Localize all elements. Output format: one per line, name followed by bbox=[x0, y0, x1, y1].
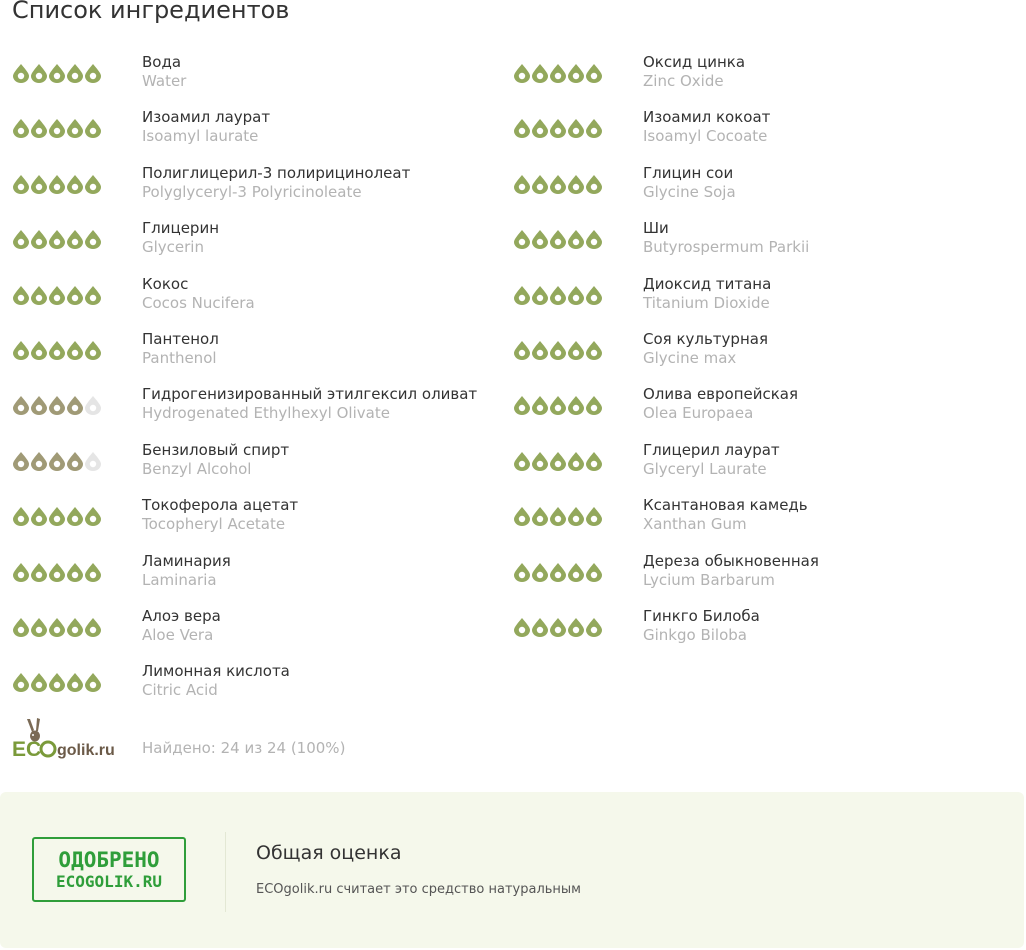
droplet-icon bbox=[13, 286, 29, 305]
ingredient-name-ru[interactable]: Пантенол bbox=[142, 329, 219, 348]
ingredient-rating bbox=[513, 283, 603, 303]
ingredient-row[interactable] bbox=[12, 607, 512, 662]
droplet-icon bbox=[532, 507, 548, 526]
droplet-icon bbox=[49, 175, 65, 194]
droplet-icon bbox=[568, 618, 584, 637]
droplet-icon bbox=[568, 396, 584, 415]
rating-droplets-icon bbox=[513, 227, 603, 249]
rating-droplets-icon bbox=[513, 615, 603, 637]
rating-droplets-icon bbox=[513, 504, 603, 526]
droplet-icon bbox=[13, 175, 29, 194]
ingredient-row[interactable] bbox=[513, 330, 1013, 385]
droplet-icon bbox=[586, 64, 602, 83]
ingredient-row[interactable] bbox=[513, 441, 1013, 496]
ingredient-name-ru[interactable]: Токоферола ацетат bbox=[142, 496, 299, 515]
droplet-icon bbox=[31, 119, 47, 138]
droplet-icon bbox=[85, 286, 101, 305]
ingredient-name-ru[interactable]: Диоксид титана bbox=[643, 274, 772, 293]
droplet-icon bbox=[31, 341, 47, 360]
droplet-icon bbox=[514, 119, 530, 138]
ingredient-row[interactable] bbox=[12, 219, 512, 274]
ingredient-rating bbox=[513, 61, 603, 81]
ingredient-names bbox=[643, 53, 745, 91]
droplet-icon bbox=[13, 563, 29, 582]
droplet-icon bbox=[13, 341, 29, 360]
ingredient-name-ru[interactable]: Лимонная кислота bbox=[142, 662, 290, 681]
droplet-icon bbox=[31, 64, 47, 83]
ingredient-name-en: Glycerin bbox=[142, 238, 204, 257]
ingredient-name-en: Titanium Dioxide bbox=[643, 293, 770, 312]
ingredient-name-ru[interactable]: Изоамил лаурат bbox=[142, 108, 271, 127]
ingredient-rating bbox=[12, 227, 102, 247]
droplet-icon bbox=[532, 119, 548, 138]
droplet-icon bbox=[568, 230, 584, 249]
droplet-icon bbox=[532, 396, 548, 415]
droplet-icon bbox=[514, 396, 530, 415]
droplet-icon bbox=[568, 507, 584, 526]
ingredient-row[interactable] bbox=[513, 496, 1013, 551]
droplet-icon bbox=[67, 673, 83, 692]
ingredient-rating bbox=[12, 338, 102, 358]
droplet-icon bbox=[31, 175, 47, 194]
ingredients-column-right bbox=[513, 53, 1013, 662]
droplet-icon bbox=[514, 230, 530, 249]
droplet-icon bbox=[85, 396, 101, 415]
droplet-icon bbox=[586, 618, 602, 637]
ingredient-rating bbox=[12, 393, 102, 413]
ingredient-rating bbox=[513, 504, 603, 524]
droplet-icon bbox=[13, 618, 29, 637]
ingredient-rating bbox=[513, 615, 603, 635]
droplet-icon bbox=[586, 396, 602, 415]
ingredient-name-en: Laminaria bbox=[142, 570, 217, 589]
ecogolik-logo-icon bbox=[12, 716, 124, 764]
droplet-icon bbox=[586, 286, 602, 305]
droplet-icon bbox=[568, 563, 584, 582]
droplet-icon bbox=[550, 175, 566, 194]
ingredient-name-ru[interactable]: Вода bbox=[142, 53, 182, 71]
droplet-icon bbox=[514, 452, 530, 471]
droplet-icon bbox=[49, 119, 65, 138]
droplet-icon bbox=[13, 230, 29, 249]
svg-text:EC: EC bbox=[12, 738, 42, 761]
ingredient-name-en: Xanthan Gum bbox=[643, 515, 747, 534]
ingredient-rating bbox=[12, 670, 102, 690]
ingredient-rating bbox=[513, 393, 603, 413]
droplet-icon bbox=[532, 175, 548, 194]
ingredient-names bbox=[643, 164, 736, 202]
droplet-icon bbox=[49, 673, 65, 692]
rating-droplets-icon bbox=[513, 172, 603, 194]
ingredient-row[interactable] bbox=[513, 552, 1013, 607]
rating-droplets-icon bbox=[513, 283, 603, 305]
droplet-icon bbox=[67, 175, 83, 194]
ingredient-row[interactable] bbox=[12, 552, 512, 607]
ingredient-name-en: Tocopheryl Acetate bbox=[142, 515, 286, 534]
ingredient-rating bbox=[12, 615, 102, 635]
ingredient-name-ru[interactable]: Ши bbox=[643, 219, 669, 238]
droplet-icon bbox=[85, 618, 101, 637]
ingredient-names bbox=[643, 219, 809, 257]
ingredient-name-ru[interactable]: Оксид цинка bbox=[643, 53, 746, 71]
ecogolik-logo[interactable] bbox=[12, 716, 124, 764]
droplet-icon bbox=[85, 673, 101, 692]
droplet-icon bbox=[85, 452, 101, 471]
ingredient-row[interactable] bbox=[513, 275, 1013, 330]
droplet-icon bbox=[586, 175, 602, 194]
ingredient-name-ru[interactable]: Соя культурная bbox=[643, 329, 768, 348]
ingredient-rating bbox=[513, 449, 603, 469]
ingredient-names bbox=[643, 496, 808, 534]
ingredient-names bbox=[643, 552, 819, 590]
ingredient-names bbox=[142, 662, 290, 700]
ingredient-row[interactable] bbox=[513, 53, 1013, 108]
droplet-icon bbox=[85, 341, 101, 360]
ingredient-names bbox=[643, 385, 798, 423]
droplet-icon bbox=[550, 618, 566, 637]
ingredient-row[interactable] bbox=[12, 385, 512, 440]
droplet-icon bbox=[67, 119, 83, 138]
ingredient-name-en: Butyrospermum Parkii bbox=[643, 238, 810, 257]
droplet-icon bbox=[550, 286, 566, 305]
ingredient-name-en: Isoamyl Cocoate bbox=[643, 127, 768, 146]
ingredient-names bbox=[142, 441, 289, 479]
ingredient-name-en: Lycium Barbarum bbox=[643, 570, 775, 589]
rating-droplets-icon bbox=[12, 449, 102, 471]
approved-stamp bbox=[32, 837, 186, 902]
assessment-title: Общая оценка bbox=[256, 842, 402, 864]
droplet-icon bbox=[514, 507, 530, 526]
droplet-icon bbox=[13, 64, 29, 83]
stamp-line-2: ECOGOLIK.RU bbox=[56, 871, 162, 891]
ingredient-rating bbox=[12, 172, 102, 192]
droplet-icon bbox=[550, 452, 566, 471]
ingredient-names bbox=[142, 552, 231, 590]
droplet-icon bbox=[550, 119, 566, 138]
ingredient-rating bbox=[12, 449, 102, 469]
droplet-icon bbox=[49, 230, 65, 249]
droplet-icon bbox=[586, 507, 602, 526]
droplet-icon bbox=[550, 64, 566, 83]
ingredient-names bbox=[142, 607, 221, 645]
rating-droplets-icon bbox=[12, 338, 102, 360]
droplet-icon bbox=[586, 452, 602, 471]
rating-droplets-icon bbox=[12, 504, 102, 526]
overall-assessment-panel bbox=[0, 792, 1024, 948]
droplet-icon bbox=[532, 563, 548, 582]
ingredient-name-ru[interactable]: Полиглицерил-3 полирицинолеат bbox=[142, 163, 411, 182]
rating-droplets-icon bbox=[12, 615, 102, 637]
droplet-icon bbox=[67, 452, 83, 471]
rating-droplets-icon bbox=[12, 116, 102, 138]
droplet-icon bbox=[67, 64, 83, 83]
droplet-icon bbox=[49, 618, 65, 637]
ingredient-rating bbox=[513, 227, 603, 247]
droplet-icon bbox=[13, 507, 29, 526]
droplet-icon bbox=[532, 341, 548, 360]
assessment-text: ECOgolik.ru считает это средство натуральным bbox=[256, 882, 581, 897]
droplet-icon bbox=[67, 286, 83, 305]
droplet-icon bbox=[550, 396, 566, 415]
droplet-icon bbox=[13, 119, 29, 138]
droplet-icon bbox=[532, 230, 548, 249]
ingredient-row[interactable] bbox=[513, 108, 1013, 163]
droplet-icon bbox=[586, 341, 602, 360]
droplet-icon bbox=[514, 286, 530, 305]
ingredient-name-en: Polyglyceryl-3 Polyricinoleate bbox=[142, 182, 362, 201]
rating-droplets-icon bbox=[12, 283, 102, 305]
ingredient-name-ru[interactable]: Гидрогенизированный этилгексил оливат bbox=[142, 385, 478, 404]
droplet-icon bbox=[532, 452, 548, 471]
rating-droplets-icon bbox=[12, 227, 102, 249]
ingredient-name-ru[interactable]: Кокос bbox=[142, 274, 189, 293]
droplet-icon bbox=[568, 64, 584, 83]
droplet-icon bbox=[568, 119, 584, 138]
droplet-icon bbox=[67, 618, 83, 637]
ingredient-rating bbox=[12, 116, 102, 136]
ingredient-names bbox=[142, 385, 477, 423]
ingredient-name-en: Glyceryl Laurate bbox=[643, 459, 767, 478]
ingredient-row[interactable] bbox=[513, 164, 1013, 219]
droplet-icon bbox=[514, 175, 530, 194]
ingredient-name-ru[interactable]: Глицин сои bbox=[643, 163, 734, 182]
ingredient-row[interactable] bbox=[12, 662, 512, 717]
droplet-icon bbox=[550, 507, 566, 526]
droplet-icon bbox=[49, 507, 65, 526]
ingredient-name-en: Olea Europaea bbox=[643, 404, 754, 423]
droplet-icon bbox=[31, 618, 47, 637]
ingredient-names bbox=[643, 330, 768, 368]
ingredient-rating bbox=[513, 338, 603, 358]
ingredient-row[interactable] bbox=[513, 219, 1013, 274]
ingredient-row[interactable] bbox=[12, 330, 512, 385]
droplet-icon bbox=[67, 507, 83, 526]
rating-droplets-icon bbox=[12, 393, 102, 415]
ingredient-row[interactable] bbox=[12, 275, 512, 330]
rating-droplets-icon bbox=[513, 116, 603, 138]
ingredient-name-en: Citric Acid bbox=[142, 681, 218, 700]
droplet-icon bbox=[568, 175, 584, 194]
ingredient-names bbox=[643, 607, 760, 645]
ingredient-names bbox=[142, 53, 186, 91]
droplet-icon bbox=[49, 286, 65, 305]
found-count: Найдено: 24 из 24 (100%) bbox=[142, 739, 346, 757]
droplet-icon bbox=[49, 563, 65, 582]
droplet-icon bbox=[31, 230, 47, 249]
ingredient-rating bbox=[513, 560, 603, 580]
droplet-icon bbox=[568, 341, 584, 360]
ingredient-rating bbox=[513, 172, 603, 192]
ingredient-name-en: Glycine max bbox=[643, 348, 737, 367]
ingredient-name-ru[interactable]: Гинкго Билоба bbox=[643, 606, 760, 625]
ingredient-row[interactable] bbox=[12, 53, 512, 108]
droplet-icon bbox=[550, 230, 566, 249]
droplet-icon bbox=[514, 341, 530, 360]
droplet-icon bbox=[31, 286, 47, 305]
droplet-icon bbox=[67, 341, 83, 360]
ingredient-row[interactable] bbox=[12, 441, 512, 496]
ingredient-rating bbox=[12, 61, 102, 81]
ingredient-rating bbox=[12, 283, 102, 303]
ingredient-names bbox=[142, 330, 219, 368]
ingredient-names bbox=[142, 108, 270, 146]
droplet-icon bbox=[568, 286, 584, 305]
ingredient-names bbox=[643, 441, 780, 479]
rating-droplets-icon bbox=[12, 670, 102, 692]
ingredient-name-ru[interactable]: Ксантановая камедь bbox=[643, 496, 808, 515]
ingredient-name-ru[interactable]: Дереза обыкновенная bbox=[643, 551, 819, 570]
droplet-icon bbox=[532, 64, 548, 83]
ingredient-name-ru[interactable]: Ламинария bbox=[142, 551, 231, 570]
ingredient-name-ru[interactable]: Алоэ вера bbox=[142, 606, 221, 625]
ingredient-row[interactable] bbox=[12, 108, 512, 163]
droplet-icon bbox=[85, 119, 101, 138]
rating-droplets-icon bbox=[513, 560, 603, 582]
droplet-icon bbox=[13, 396, 29, 415]
ingredient-name-ru[interactable]: Бензиловый спирт bbox=[142, 440, 290, 459]
page-title: Список ингредиентов bbox=[12, 0, 290, 24]
droplet-icon bbox=[586, 230, 602, 249]
droplet-icon bbox=[514, 64, 530, 83]
rating-droplets-icon bbox=[513, 338, 603, 360]
droplet-icon bbox=[49, 64, 65, 83]
ingredient-rating bbox=[513, 116, 603, 136]
ingredient-name-en: Hydrogenated Ethylhexyl Olivate bbox=[142, 404, 390, 423]
ingredient-name-ru[interactable]: Глицерил лаурат bbox=[643, 440, 780, 459]
ingredient-name-en: Zinc Oxide bbox=[643, 72, 724, 90]
droplet-icon bbox=[31, 396, 47, 415]
droplet-icon bbox=[13, 452, 29, 471]
ingredients-column-left bbox=[12, 53, 512, 718]
droplet-icon bbox=[49, 341, 65, 360]
droplet-icon bbox=[85, 507, 101, 526]
droplet-icon bbox=[31, 563, 47, 582]
ingredient-row[interactable] bbox=[513, 607, 1013, 662]
ingredient-names bbox=[643, 108, 770, 146]
ingredient-name-en: Water bbox=[142, 72, 187, 90]
ingredient-row[interactable] bbox=[12, 496, 512, 551]
ingredient-names bbox=[643, 275, 771, 313]
ingredient-name-en: Benzyl Alcohol bbox=[142, 459, 252, 478]
ingredient-rating bbox=[12, 560, 102, 580]
rating-droplets-icon bbox=[12, 61, 102, 83]
droplet-icon bbox=[85, 563, 101, 582]
ingredient-name-ru[interactable]: Изоамил кокоат bbox=[643, 108, 771, 127]
rating-droplets-icon bbox=[12, 560, 102, 582]
ingredient-row[interactable] bbox=[12, 164, 512, 219]
droplet-icon bbox=[85, 64, 101, 83]
rating-droplets-icon bbox=[12, 172, 102, 194]
ingredient-rating bbox=[12, 504, 102, 524]
droplet-icon bbox=[67, 230, 83, 249]
droplet-icon bbox=[67, 563, 83, 582]
rating-droplets-icon bbox=[513, 393, 603, 415]
rating-droplets-icon bbox=[513, 449, 603, 471]
droplet-icon bbox=[49, 396, 65, 415]
ingredient-names bbox=[142, 164, 410, 202]
ingredient-name-en: Aloe Vera bbox=[142, 625, 214, 644]
panel-divider bbox=[225, 832, 226, 912]
droplet-icon bbox=[532, 618, 548, 637]
stamp-line-1: ОДОБРЕНО bbox=[58, 847, 160, 872]
droplet-icon bbox=[550, 341, 566, 360]
ingredient-name-en: Panthenol bbox=[142, 348, 217, 367]
droplet-icon bbox=[85, 230, 101, 249]
droplet-icon bbox=[586, 563, 602, 582]
ingredient-name-ru[interactable]: Глицерин bbox=[142, 219, 219, 238]
droplet-icon bbox=[586, 119, 602, 138]
ingredient-names bbox=[142, 496, 298, 534]
droplet-icon bbox=[31, 507, 47, 526]
ingredient-name-en: Isoamyl laurate bbox=[142, 127, 259, 146]
droplet-icon bbox=[568, 452, 584, 471]
ingredient-name-en: Glycine Soja bbox=[643, 182, 736, 201]
droplet-icon bbox=[514, 618, 530, 637]
droplet-icon bbox=[13, 673, 29, 692]
ingredient-row[interactable] bbox=[513, 385, 1013, 440]
droplet-icon bbox=[514, 563, 530, 582]
droplet-icon bbox=[67, 396, 83, 415]
droplet-icon bbox=[550, 563, 566, 582]
ingredient-name-en: Cocos Nucifera bbox=[142, 293, 255, 312]
droplet-icon bbox=[49, 452, 65, 471]
droplet-icon bbox=[85, 175, 101, 194]
svg-text:golik.ru: golik.ru bbox=[57, 742, 115, 759]
rating-droplets-icon bbox=[513, 61, 603, 83]
ingredient-names bbox=[142, 219, 219, 257]
droplet-icon bbox=[31, 673, 47, 692]
ingredient-name-ru[interactable]: Олива европейская bbox=[643, 385, 799, 404]
droplet-icon bbox=[31, 452, 47, 471]
droplet-icon bbox=[532, 286, 548, 305]
ingredient-names bbox=[142, 275, 255, 313]
ingredient-name-en: Ginkgo Biloba bbox=[643, 625, 747, 644]
